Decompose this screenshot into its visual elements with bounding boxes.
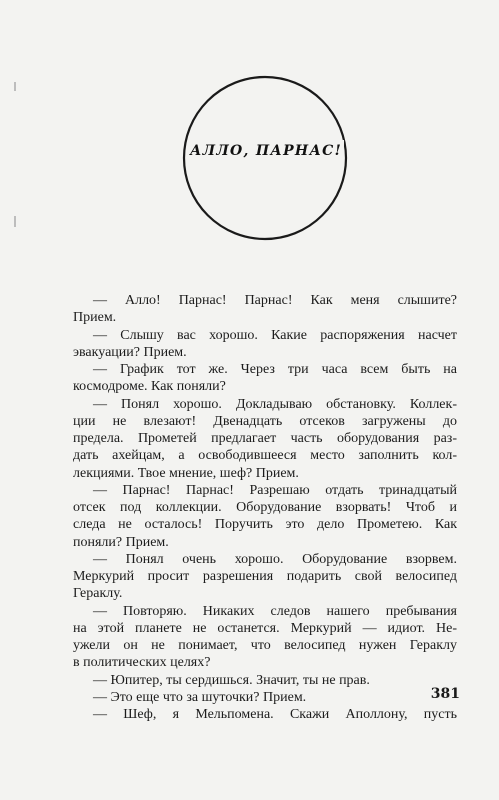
text-line: — Слышу вас хорошо. Какие распоряжения насчет xyxy=(93,327,457,343)
text-line: эвакуации? Прием. xyxy=(73,344,187,360)
text-line: Гераклу. xyxy=(73,586,123,602)
chapter-title-plate xyxy=(188,140,344,162)
text-line: ции не влезают! Двенадцать отсеков загружены до xyxy=(73,413,457,429)
text-line: на этой планете не останется. Меркурий — идиот. Не- xyxy=(73,620,457,636)
text-line: лекциями. Твое мнение, шеф? Прием. xyxy=(73,465,299,481)
text-line: предела. Прометей предлагает часть оборудования раз- xyxy=(73,431,457,446)
text-line: дать ахейцам, а освободившееся место заполнить кол- xyxy=(73,448,457,464)
text-line: — Алло! Парнас! Парнас! Как меня слышите? xyxy=(93,293,457,308)
text-line: Меркурий просит разрешения подарить свой велосипед xyxy=(73,569,457,584)
text-line: Прием. xyxy=(73,310,117,326)
margin-scan-mark xyxy=(14,82,16,91)
text-line: космодроме. Как поняли? xyxy=(73,379,226,395)
text-line: — Парнас! Парнас! Разрешаю отдать тринадцатый xyxy=(93,482,457,498)
page-number: 381 xyxy=(430,686,460,702)
text-line: следа не осталось! Поручить это дело Прометею. Как xyxy=(73,517,457,533)
text-line: — Это еще что за шуточки? Прием. xyxy=(93,689,307,705)
text-line: — Понял хорошо. Докладываю обстановку. Коллек- xyxy=(93,396,457,412)
body-text xyxy=(73,292,457,723)
text-line: поняли? Прием. xyxy=(73,534,169,550)
text-line: — Повторяю. Никаких следов нашего пребывания xyxy=(93,603,457,619)
text-line: — Понял очень хорошо. Оборудование взорвем. xyxy=(93,551,457,567)
margin-scan-mark xyxy=(14,216,16,227)
text-line: отсек под коллекции. Оборудование взорвать! Чтоб и xyxy=(73,500,457,515)
text-line: в политических целях? xyxy=(73,655,211,671)
text-line: — График тот же. Через три часа всем быть на xyxy=(93,362,457,377)
text-line: — Юпитер, ты сердишься. Значит, ты не прав. xyxy=(93,672,370,688)
text-line: — Шеф, я Мельпомена. Скажи Аполлону, пусть xyxy=(93,707,457,722)
text-line: ужели он не понимает, что велосипед нужен Гераклу xyxy=(73,638,457,653)
chapter-title: АЛЛО, ПАРНАС! xyxy=(189,143,343,159)
